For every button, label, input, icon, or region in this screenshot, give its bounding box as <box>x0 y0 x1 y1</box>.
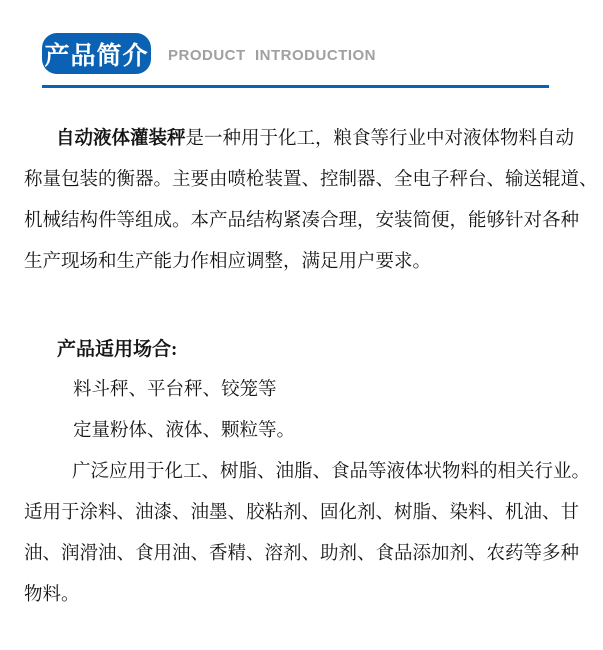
document-body <box>24 119 598 616</box>
applications-desc-line-4: 物料。 <box>24 585 80 605</box>
intro-line-3: 机械结构件等组成。本产品结构紧凑合理，安装简便，能够针对各种 <box>24 211 580 231</box>
intro-line-4: 生产现场和生产能力作相应调整，满足用户要求。 <box>24 252 432 272</box>
section-badge-label: 产品简介 <box>44 41 149 70</box>
applications-desc-line-3: 油、润滑油、食用油、香精、溶剂、助剂、食品添加剂、农药等多种 <box>24 544 580 564</box>
application-item-1: 料斗秤、平台秤、铰笼等 <box>73 380 277 400</box>
intro-line-1 <box>24 119 579 160</box>
intro-line-1-rest: 是一种用于化工，粮食等行业中对液体物料自动 <box>185 129 575 149</box>
section-subtitle-en: PRODUCT INTRODUCTION <box>168 47 376 64</box>
header-row <box>42 33 603 74</box>
applications-paragraph <box>24 452 591 616</box>
header-divider-line <box>42 85 549 88</box>
application-item-2: 定量粉体、液体、颗粒等。 <box>73 421 296 441</box>
product-name: 自动液体灌装秤 <box>56 129 186 149</box>
applications-desc-line-2: 适用于涂料、油漆、油墨、胶粘剂、固化剂、树脂、染料、机油、甘 <box>24 503 580 523</box>
section-badge <box>42 33 151 74</box>
applications-heading: 产品适用场合: <box>57 339 178 360</box>
applications-desc-line-1: 广泛应用于化工、树脂、油脂、食品等液体状物料的相关行业。 <box>72 462 591 482</box>
page-header <box>0 0 603 88</box>
intro-paragraph <box>24 119 598 283</box>
intro-line-2: 称量包装的衡器。主要由喷枪装置、控制器、全电子秤台、输送辊道、 <box>24 170 598 190</box>
